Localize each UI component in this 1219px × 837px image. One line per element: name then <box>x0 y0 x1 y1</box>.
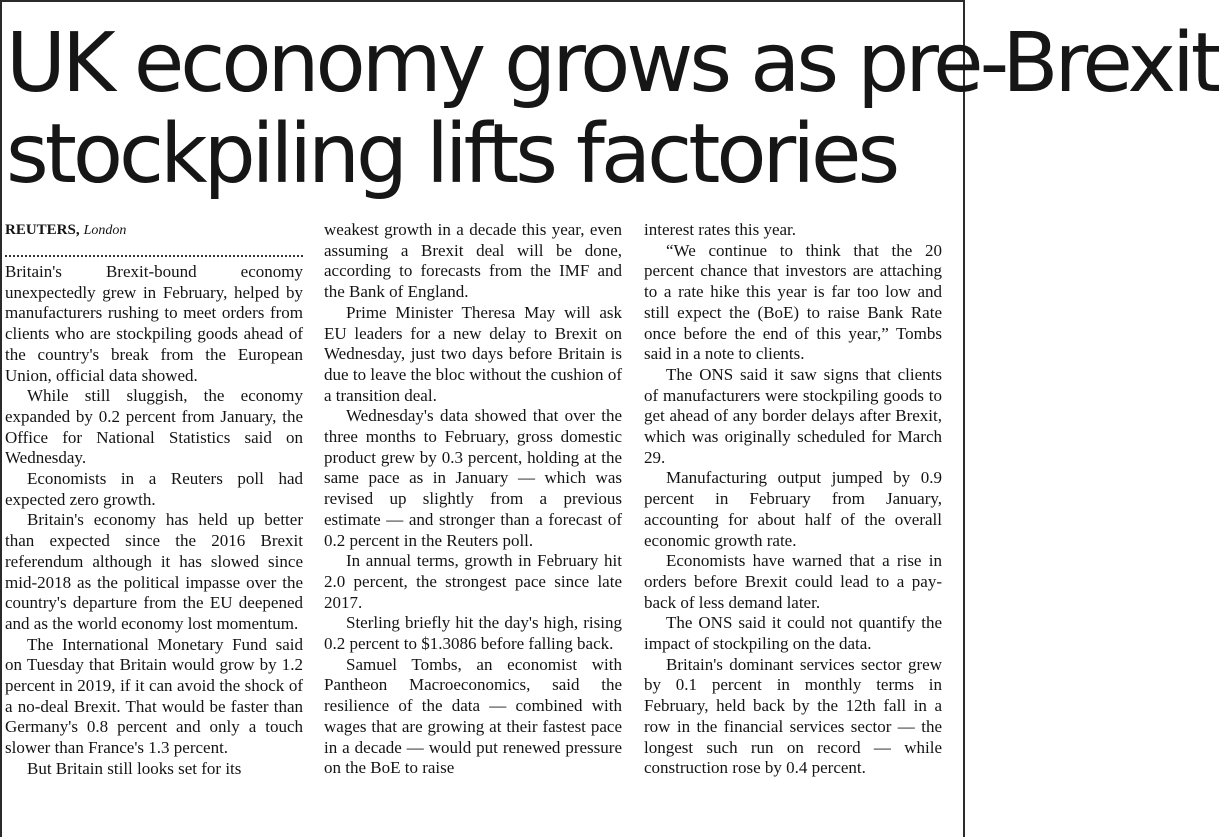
paragraph: Britain's dominant services sector grew by 0.1 percent in monthly terms in February, held back by the 12th fall in a row in the financial services sector — the longest such run on record — while construction rose by 0.4 percent. <box>644 654 942 778</box>
paragraph: “We continue to think that the 20 percent chance that investors are attaching to a rate hike this year is far too low and still expect the (BoE) to raise Bank Rate once before the end of this year,” Tombs said in a note to clients. <box>644 240 942 364</box>
paragraph: Prime Minister Theresa May will ask EU leaders for a new delay to Brexit on Wednesday, just two days before Britain is due to leave the bloc without the cushion of a transition deal. <box>324 302 622 405</box>
byline-agency: REUTERS, <box>5 222 80 238</box>
headline-line: stockpiling lifts factories <box>6 107 897 202</box>
headline <box>6 16 1219 202</box>
paragraph: While still sluggish, the economy expanded by 0.2 percent from January, the Office for National Statistics said on Wednesday. <box>5 386 303 468</box>
paragraph: The ONS said it saw signs that clients of manufacturers were stockpiling goods to get ahead of any border delays after Brexit, which was originally scheduled for March 29. <box>644 364 942 467</box>
article-column-3 <box>644 220 942 779</box>
dotted-divider <box>5 255 303 257</box>
byline <box>5 220 303 241</box>
paragraph: Economists have warned that a rise in orders before Brexit could lead to a pay-back of less demand later. <box>644 551 942 612</box>
paragraph: weakest growth in a decade this year, even assuming a Brexit deal will be done, according to forecasts from the IMF and the Bank of England. <box>324 220 622 302</box>
byline-location: London <box>83 223 127 238</box>
headline-line: UK economy grows as pre-Brexit <box>6 16 1219 111</box>
paragraph: interest rates this year. <box>644 220 797 239</box>
paragraph: Manufacturing output jumped by 0.9 percent in February from January, accounting for about half of the overall economic growth rate. <box>644 468 942 550</box>
paragraph: Samuel Tombs, an economist with Pantheon Macroeconomics, said the resilience of the data — combined with wages that are growing at their fastest pace in a decade — would put renewed pressure on the BoE to raise <box>324 654 622 778</box>
paragraph: Britain's economy has held up better than expected since the 2016 Brexit referendum although it has slowed since mid-2018 as the political impasse over the country's departure from the EU deepened and as the world economy lost momentum. <box>5 510 303 633</box>
article-column-1 <box>5 220 303 780</box>
article-column-2 <box>324 220 622 779</box>
paragraph: Wednesday's data showed that over the three months to February, gross domestic product grew by 0.3 percent, holding at the same pace as in January — which was revised up slightly from a previous estimate — and stronger than a forecast of 0.2 percent in the Reuters poll. <box>324 406 622 550</box>
paragraph: The ONS said it could not quantify the impact of stockpiling on the data. <box>644 613 942 654</box>
paragraph: Economists in a Reuters poll had expected zero growth. <box>5 469 303 509</box>
paragraph: But Britain still looks set for its <box>27 758 242 778</box>
paragraph: Britain's Brexit-bound economy unexpectedly grew in February, helped by manufacturers rushing to meet orders from clients who are stockpiling goods ahead of the country's break from the European Union, official data showed. <box>5 262 303 385</box>
paragraph: Sterling briefly hit the day's high, rising 0.2 percent to $1.3086 before falling back. <box>324 613 622 654</box>
paragraph: The International Monetary Fund said on Tuesday that Britain would grow by 1.2 percent in 2019, if it can avoid the shock of a no-deal Brexit. That would be faster than Germany's 0.8 percent and only a touch slower than France's 1.3 percent. <box>5 634 303 758</box>
paragraph: In annual terms, growth in February hit 2.0 percent, the strongest pace since late 2017. <box>324 551 622 612</box>
